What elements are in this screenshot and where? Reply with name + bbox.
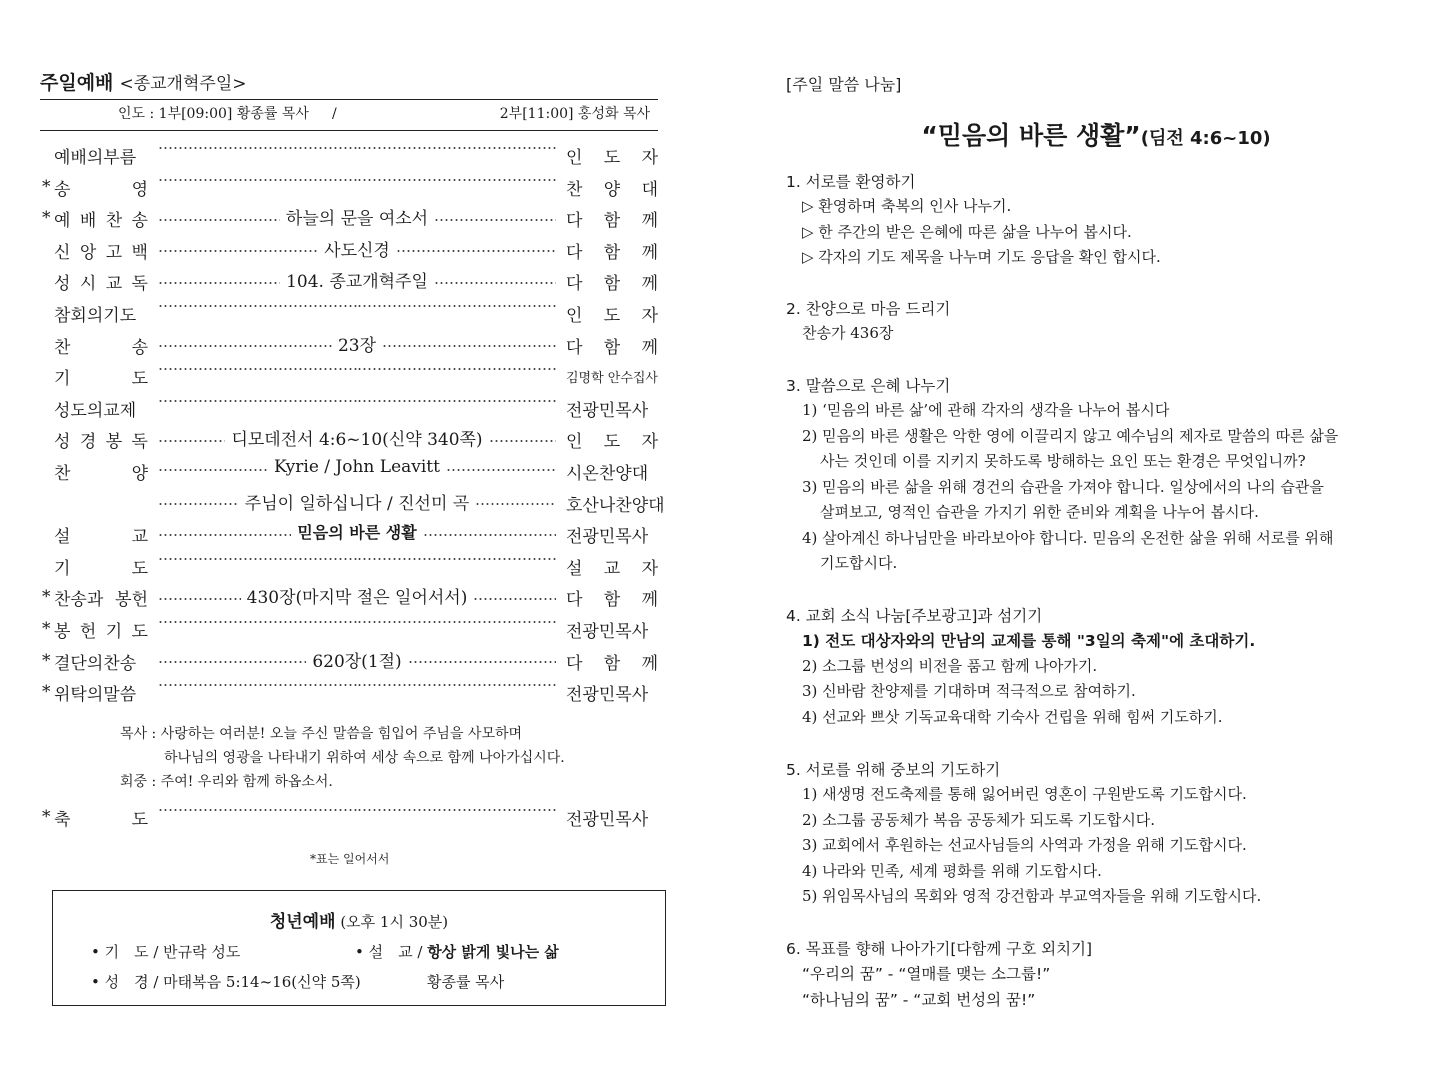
order-content: 디모데전서 4:6~10(신약 340쪽) bbox=[231, 430, 483, 451]
section-heading: 3. 말씀으로 은혜 나누기 bbox=[786, 377, 951, 395]
section-heading: 6. 목표를 향해 나아가기[다함께 구호 외치기] bbox=[786, 940, 1093, 958]
order-who: 전광민목사 bbox=[566, 622, 649, 642]
order-item: 예 배 찬 송 bbox=[54, 211, 148, 232]
leader-slash: / bbox=[332, 106, 337, 122]
order-who: 전광민목사 bbox=[566, 400, 649, 421]
section-line: 2) 소그룹 번성의 비전을 품고 함께 나아가기. bbox=[802, 656, 1098, 675]
section-heading: 5. 서로를 위해 중보의 기도하기 bbox=[786, 761, 1001, 779]
order-item: 위탁의말씀 bbox=[54, 685, 137, 706]
order-item: 송 영 bbox=[54, 179, 148, 200]
order-content: 하늘의 문을 여소서 bbox=[285, 209, 429, 230]
order-content: 620장(1절) bbox=[312, 651, 402, 672]
section-line: “하나님의 꿈” - “교회 번성의 꿈!” bbox=[802, 990, 1036, 1009]
section-line: ▷ 환영하며 축복의 인사 나누기. bbox=[802, 197, 1012, 215]
section-line: 1) 전도 대상자와의 만남의 교제를 통해 "3일의 축제"에 초대하기. bbox=[802, 632, 1256, 650]
order-who: 전광민목사 bbox=[566, 685, 649, 706]
order-content: Kyrie / John Leavitt bbox=[274, 457, 440, 477]
leader-first: 인도 : 1부[09:00] 황종률 목사 bbox=[118, 106, 309, 122]
order-item: 설 교 bbox=[54, 527, 148, 548]
section-line: 기도합시다. bbox=[820, 554, 898, 572]
order-row bbox=[40, 424, 660, 456]
section-line: “우리의 꿈” - “열매를 맺는 소그룹!” bbox=[802, 965, 1051, 983]
sermon-sharing-page bbox=[786, 0, 1406, 1080]
section-heading: 1. 서로를 환영하기 bbox=[786, 173, 916, 191]
section-line: 5) 위임목사님의 목회와 영적 강건함과 부교역자들을 위해 기도합시다. bbox=[802, 887, 1262, 905]
section-line: ▷ 각자의 기도 제목을 나누며 기도 응답을 확인 합시다. bbox=[802, 248, 1161, 266]
youth-title: 청년예배 (오후 1시 30분) bbox=[269, 912, 449, 932]
standing-mark: * bbox=[42, 650, 51, 671]
order-row bbox=[40, 393, 660, 425]
youth-service-box bbox=[52, 890, 666, 1006]
order-item: 기 도 bbox=[54, 369, 148, 390]
worship-order-page bbox=[40, 0, 665, 1080]
order-item: 성 시 교 독 bbox=[54, 274, 148, 295]
youth-sermon: • 설 교 / 항상 밝게 빛나는 삶 bbox=[355, 943, 559, 961]
section-line: 3) 믿음의 바른 삶을 위해 경건의 습관을 가져야 합니다. 일상에서의 나의 습관을 bbox=[802, 477, 1324, 496]
order-content: 104. 종교개혁주일 bbox=[286, 272, 428, 293]
standing-mark: * bbox=[42, 619, 51, 639]
order-item: 결단의찬송 bbox=[54, 653, 137, 674]
order-who: 호산나찬양대 bbox=[566, 495, 665, 516]
service-subtitle: <종교개혁주일> bbox=[119, 74, 247, 94]
order-content: 430장(마지막 절은 일어서서) bbox=[246, 588, 468, 609]
sharing-header: [주일 말씀 나눔] bbox=[786, 75, 902, 94]
order-row bbox=[40, 172, 660, 204]
benediction-who: 전광민목사 bbox=[566, 810, 649, 830]
order-who: 전광민목사 bbox=[566, 527, 649, 548]
service-title: 주일예배 <종교개혁주일> bbox=[40, 72, 247, 94]
section-line: 1) ‘믿음의 바른 삶’에 관해 각자의 생각을 나누어 봅시다 bbox=[802, 401, 1170, 419]
section-line: 4) 선교와 쁘삿 기독교육대학 기숙사 건립을 위해 힘써 기도하기. bbox=[802, 707, 1223, 726]
order-content: 23장 bbox=[337, 335, 377, 356]
section-line: 2) 믿음의 바른 생활은 악한 영에 이끌리지 않고 예수님의 제자로 말씀의 따른 삶을 bbox=[802, 426, 1339, 445]
section-line: 살펴보고, 영적인 습관을 가지기 위한 준비와 계획을 나누어 봅시다. bbox=[820, 503, 1259, 521]
order-item: 봉 헌 기 도 bbox=[54, 622, 148, 642]
order-item: 기 도 bbox=[54, 558, 148, 579]
order-row bbox=[40, 551, 660, 583]
order-row bbox=[40, 140, 660, 172]
order-item: 예배의부름 bbox=[54, 148, 137, 168]
order-row bbox=[40, 677, 660, 709]
order-row bbox=[40, 488, 665, 520]
benediction-row: * 축 도 전광민목사 bbox=[40, 802, 660, 834]
order-who: 다 함 께 bbox=[566, 242, 658, 263]
order-item: 찬 양 bbox=[54, 464, 148, 484]
order-row bbox=[40, 266, 660, 298]
benediction-item: 축 도 bbox=[54, 810, 148, 830]
order-who: 설 교 자 bbox=[566, 558, 658, 579]
order-row bbox=[40, 235, 660, 267]
standing-mark: * bbox=[42, 176, 51, 197]
order-row bbox=[40, 456, 660, 488]
youth-prayer: • 기 도 / 반규락 성도 bbox=[91, 943, 241, 961]
order-row bbox=[40, 614, 660, 646]
order-who: 시온찬양대 bbox=[566, 464, 649, 484]
order-who: 다 함 께 bbox=[566, 211, 658, 232]
standing-mark: * bbox=[42, 682, 51, 703]
section-line: 찬송가 436장 bbox=[802, 324, 894, 342]
order-item: 신 앙 고 백 bbox=[54, 242, 148, 263]
leader-second: 2부[11:00] 홍성화 목사 bbox=[499, 106, 650, 122]
section-line: 3) 교회에서 후원하는 선교사님들의 사역과 가정을 위해 기도합시다. bbox=[802, 836, 1247, 854]
order-who: 인 도 자 bbox=[566, 306, 658, 326]
order-content: 주님이 일하십니다 / 진선미 곡 bbox=[244, 493, 470, 514]
order-row bbox=[40, 646, 660, 678]
order-row bbox=[40, 330, 660, 362]
section-line: 1) 새생명 전도축제를 통해 잃어버린 영혼이 구원받도록 기도합시다. bbox=[802, 785, 1247, 803]
section-heading: 4. 교회 소식 나눔[주보광고]과 섬기기 bbox=[786, 607, 1043, 625]
order-row bbox=[40, 298, 660, 330]
standing-note: *표는 일어서서 bbox=[310, 852, 390, 866]
order-row bbox=[40, 519, 660, 551]
order-who: 다 함 께 bbox=[566, 653, 658, 674]
scripture-reference: (딤전 4:6~10) bbox=[1140, 128, 1271, 149]
leaders-bar bbox=[40, 99, 658, 131]
youth-preacher: 황종률 목사 bbox=[427, 973, 505, 991]
order-item: 찬송과 봉헌 bbox=[54, 590, 148, 611]
order-who: 김명학 안수집사 bbox=[565, 371, 658, 387]
standing-mark: * bbox=[42, 208, 51, 229]
section-line: 2) 소그룹 공동체가 복음 공동체가 되도록 기도합시다. bbox=[802, 810, 1156, 829]
section-heading: 2. 찬양으로 마음 드리기 bbox=[786, 300, 951, 318]
order-item: 찬 송 bbox=[54, 337, 148, 358]
section-line: 사는 것인데 이를 지키지 못하도록 방해하는 요인 또는 환경은 무엇입니까? bbox=[820, 452, 1306, 470]
section-line: ▷ 한 주간의 받은 은혜에 따른 삶을 나누어 봅시다. bbox=[802, 222, 1132, 241]
order-item: 성 경 봉 독 bbox=[54, 432, 148, 453]
order-content: 사도신경 bbox=[324, 240, 390, 261]
order-who: 다 함 께 bbox=[566, 590, 658, 611]
order-row bbox=[40, 361, 660, 393]
order-item: 성도의교제 bbox=[54, 400, 137, 421]
youth-scripture: • 성 경 / 마태복음 5:14~16(신약 5쪽) bbox=[91, 973, 361, 991]
order-who: 인 도 자 bbox=[566, 148, 658, 168]
closing-dialogue: 목사 : 사랑하는 여러분! 오늘 주신 말씀을 힘입어 주님을 사모하며 하나님의 영광을 나타내기 위하여 세상 속으로 함께 나아가십시다. 회중 : 주여! 우리와 함께 하옵소서. bbox=[120, 726, 565, 790]
section-line: 4) 나라와 민족, 세계 평화를 위해 기도합시다. bbox=[802, 861, 1102, 880]
order-item: 참회의기도 bbox=[54, 306, 137, 326]
sermon-title: “믿음의 바른 생활”(딤전 4:6~10) bbox=[921, 121, 1271, 150]
section-line: 4) 살아계신 하나님만을 바라보아야 합니다. 믿음의 온전한 삶을 위해 서로를 위해 bbox=[802, 528, 1334, 547]
order-who: 다 함 께 bbox=[566, 274, 658, 295]
order-row bbox=[40, 582, 660, 614]
order-who: 인 도 자 bbox=[566, 432, 658, 453]
standing-mark: * bbox=[42, 587, 51, 608]
order-content: 믿음의 바른 생활 bbox=[297, 523, 417, 543]
order-who: 다 함 께 bbox=[566, 337, 658, 358]
order-row bbox=[40, 203, 660, 235]
section-line: 3) 신바람 찬양제를 기대하며 적극적으로 참여하기. bbox=[802, 682, 1136, 700]
order-who: 찬 양 대 bbox=[566, 179, 658, 200]
